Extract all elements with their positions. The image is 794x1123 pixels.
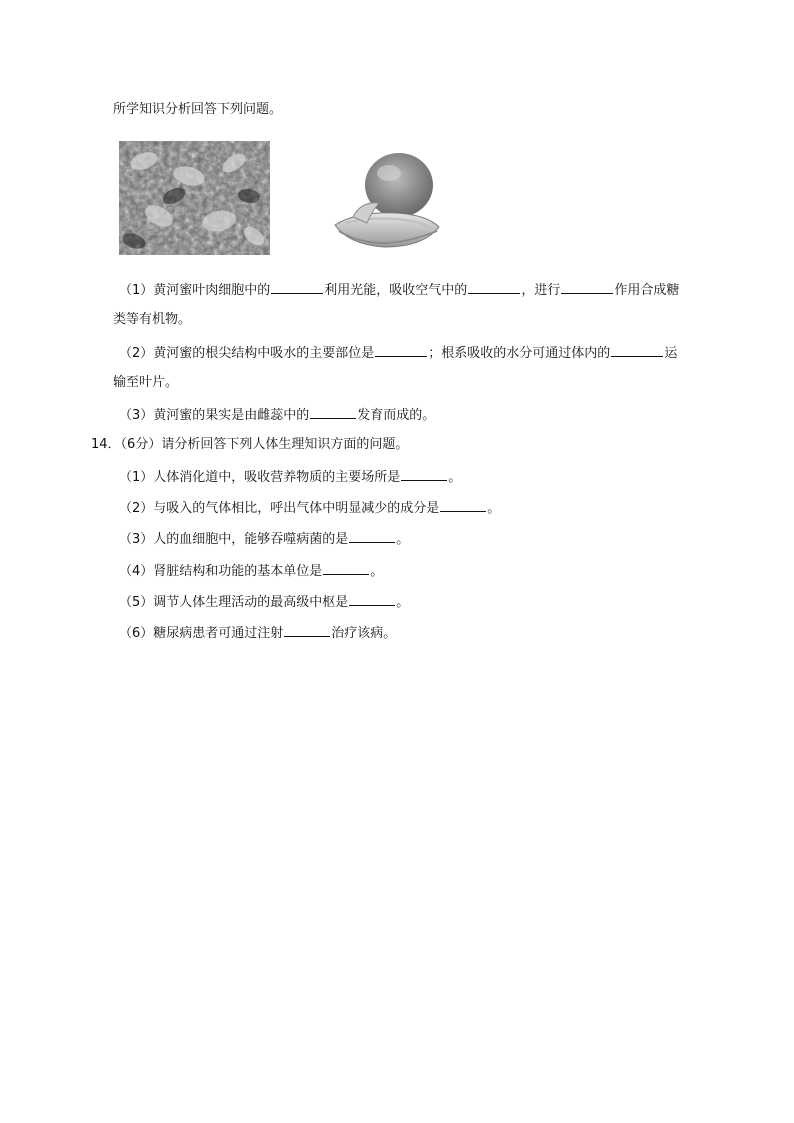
q13-p2-text-a: 黄河蜜的根尖结构中吸水的主要部位是	[153, 346, 375, 361]
q14-item-3	[119, 529, 409, 549]
q13-p3-text-b: 发育而成的。	[357, 408, 436, 423]
answer-blank[interactable]	[440, 498, 486, 512]
q13-p2-num: （2）	[119, 346, 154, 361]
q13-p2-text-d: 输至叶片。	[113, 375, 179, 390]
q14-item-num: （5）	[119, 595, 154, 610]
answer-blank[interactable]	[349, 592, 395, 606]
q13-p3-text-a: 黄河蜜的果实是由雌蕊中的	[153, 408, 310, 423]
intro-text: 所学知识分析回答下列问题。	[113, 102, 283, 117]
q13-p1-num: （1）	[119, 283, 154, 298]
answer-blank[interactable]	[284, 623, 330, 637]
q14-header: 14．（6分）请分析回答下列人体生理知识方面的问题。	[91, 437, 409, 452]
q14-item-tail: 治疗该病。	[331, 626, 397, 641]
q14-item-4	[119, 561, 383, 581]
q13-p1-text-d: 作用合成糖	[614, 283, 680, 298]
answer-blank[interactable]	[271, 280, 323, 294]
q13-p1-text-e: 类等有机物。	[113, 312, 192, 327]
q14-item-tail: 。	[396, 595, 410, 610]
q14-item-tail: 。	[487, 501, 501, 516]
answer-blank[interactable]	[375, 343, 427, 357]
melon-image	[327, 143, 447, 255]
leaves-image	[119, 141, 270, 255]
q14-item-num: （4）	[119, 564, 154, 579]
q14-item-num: （3）	[119, 532, 154, 547]
q14-item-text: 肾脏结构和功能的基本单位是	[153, 564, 323, 579]
answer-blank[interactable]	[310, 405, 356, 419]
answer-blank[interactable]	[468, 280, 520, 294]
q13-p1-text-c: ，进行	[521, 283, 561, 298]
q14-item-tail: 。	[370, 564, 384, 579]
melon-illustration	[327, 143, 447, 255]
q14-item-1	[119, 467, 461, 487]
leaves-illustration	[119, 141, 270, 255]
q13-part2-line1	[119, 343, 677, 363]
q14-item-num: （1）	[119, 470, 154, 485]
q14-item-5	[119, 592, 409, 612]
answer-blank[interactable]	[561, 280, 613, 294]
q13-part1-line1	[119, 280, 679, 300]
q14-item-tail: 。	[448, 470, 462, 485]
q14-item-text: 调节人体生理活动的最高级中枢是	[153, 595, 349, 610]
answer-blank[interactable]	[611, 343, 663, 357]
q13-p2-text-b: ；根系吸收的水分可通过体内的	[428, 346, 611, 361]
q14-item-6	[119, 623, 396, 643]
q14-item-text: 人的血细胞中，能够吞噬病菌的是	[153, 532, 349, 547]
answer-blank[interactable]	[349, 529, 395, 543]
answer-blank[interactable]	[401, 467, 447, 481]
q14-item-num: （2）	[119, 501, 154, 516]
q14-item-tail: 。	[396, 532, 410, 547]
q14-item-text: 人体消化道中，吸收营养物质的主要场所是	[153, 470, 401, 485]
q14-item-text: 糖尿病患者可通过注射	[153, 626, 284, 641]
q14-item-2	[119, 498, 500, 518]
q13-p1-text-a: 黄河蜜叶肉细胞中的	[153, 283, 271, 298]
q13-p1-text-b: 利用光能，吸收空气中的	[324, 283, 468, 298]
q13-part3-line	[119, 405, 435, 425]
answer-blank[interactable]	[323, 561, 369, 575]
q13-p3-num: （3）	[119, 408, 154, 423]
q13-p2-text-c: 运	[664, 346, 678, 361]
q14-item-text: 与吸入的气体相比，呼出气体中明显减少的成分是	[153, 501, 440, 516]
q14-item-num: （6）	[119, 626, 154, 641]
